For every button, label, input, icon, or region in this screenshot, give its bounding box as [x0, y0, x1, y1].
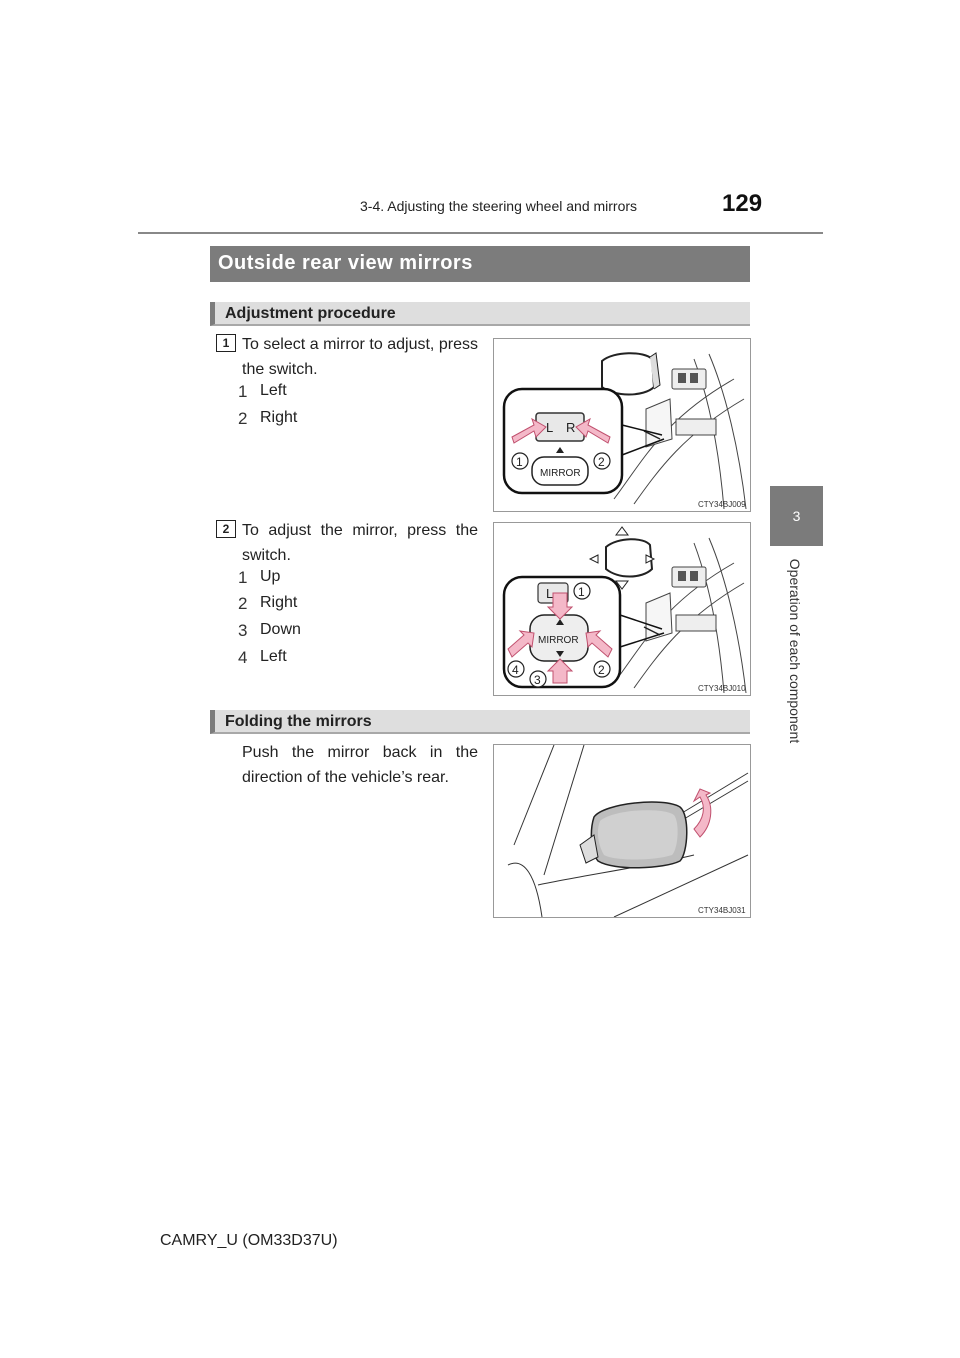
- step-2-item-4-label: Left: [260, 648, 287, 665]
- mirror-select-illustration: [494, 339, 750, 511]
- subsection-folding-heading: Folding the mirrors: [225, 713, 372, 730]
- section-title-bar: [210, 246, 750, 282]
- step-2-item-2-label: Right: [260, 594, 298, 611]
- chapter-label: [783, 553, 807, 748]
- step-1-item-1-label: Left: [260, 382, 287, 399]
- step-2-item-4-number: 4: [238, 648, 248, 667]
- step-2-badge: 2: [216, 520, 236, 538]
- section-title: Outside rear view mirrors: [218, 252, 473, 274]
- running-header: 3-4. Adjusting the steering wheel and mirrors: [360, 198, 638, 214]
- callout-2b: 2: [598, 663, 605, 677]
- step-1-text: To select a mirror to adjust, press the switch.: [242, 336, 478, 378]
- switch-l-label: L: [546, 420, 554, 435]
- subsection-folding: [210, 710, 750, 734]
- header-rule: [138, 232, 823, 234]
- figure-code-3: CTY34BJ031: [698, 906, 746, 915]
- step-2-item-1-label: Up: [260, 568, 281, 585]
- callout-1b: 1: [578, 585, 585, 599]
- mirror-fold-illustration: [494, 745, 750, 917]
- mirror-adjust-illustration: [494, 523, 750, 695]
- figure-mirror-select: [493, 338, 751, 512]
- step-2-item-3-label: Down: [260, 621, 301, 638]
- fold-arrow-icon: [694, 789, 711, 837]
- callout-4b: 4: [512, 663, 519, 677]
- callout-1: 1: [516, 455, 523, 469]
- step-1-item-1-number: 1: [238, 382, 248, 401]
- figure-mirror-adjust: [493, 522, 751, 696]
- step-2-item-2-number: 2: [238, 594, 248, 613]
- callout-2: 2: [598, 455, 605, 469]
- step-1-badge: 1: [216, 334, 236, 352]
- document-footer: CAMRY_U (OM33D37U): [160, 1232, 338, 1249]
- page-number: 129: [722, 190, 763, 217]
- chapter-number: 3: [792, 508, 801, 524]
- figure-code-1: CTY34BJ009: [698, 500, 746, 509]
- step-2-item-3-number: 3: [238, 621, 248, 640]
- step-1-item-2-number: 2: [238, 409, 248, 428]
- figure-mirror-fold: [493, 744, 751, 918]
- switch-l-label-2: L: [546, 586, 554, 601]
- callout-3b: 3: [534, 673, 541, 687]
- step-2-text: To adjust the mirror, press the switch.: [242, 522, 478, 564]
- mirror-switch-label-2: MIRROR: [538, 635, 579, 646]
- subsection-adjustment: [210, 302, 750, 326]
- mirror-icon: [606, 539, 652, 576]
- mirror-switch-label: MIRROR: [540, 468, 581, 479]
- chapter-tab: [770, 486, 823, 546]
- folding-text: Push the mirror back in the direction of the vehicle’s rear.: [242, 744, 478, 786]
- step-2-item-1-number: 1: [238, 568, 248, 587]
- step-1-item-2-label: Right: [260, 409, 298, 426]
- subsection-adjustment-heading: Adjustment procedure: [225, 305, 396, 322]
- figure-code-2: CTY34BJ010: [698, 684, 746, 693]
- mirror-icon: [602, 353, 654, 394]
- switch-r-label: R: [566, 420, 576, 435]
- chapter-label-text: Operation of each component: [787, 558, 803, 743]
